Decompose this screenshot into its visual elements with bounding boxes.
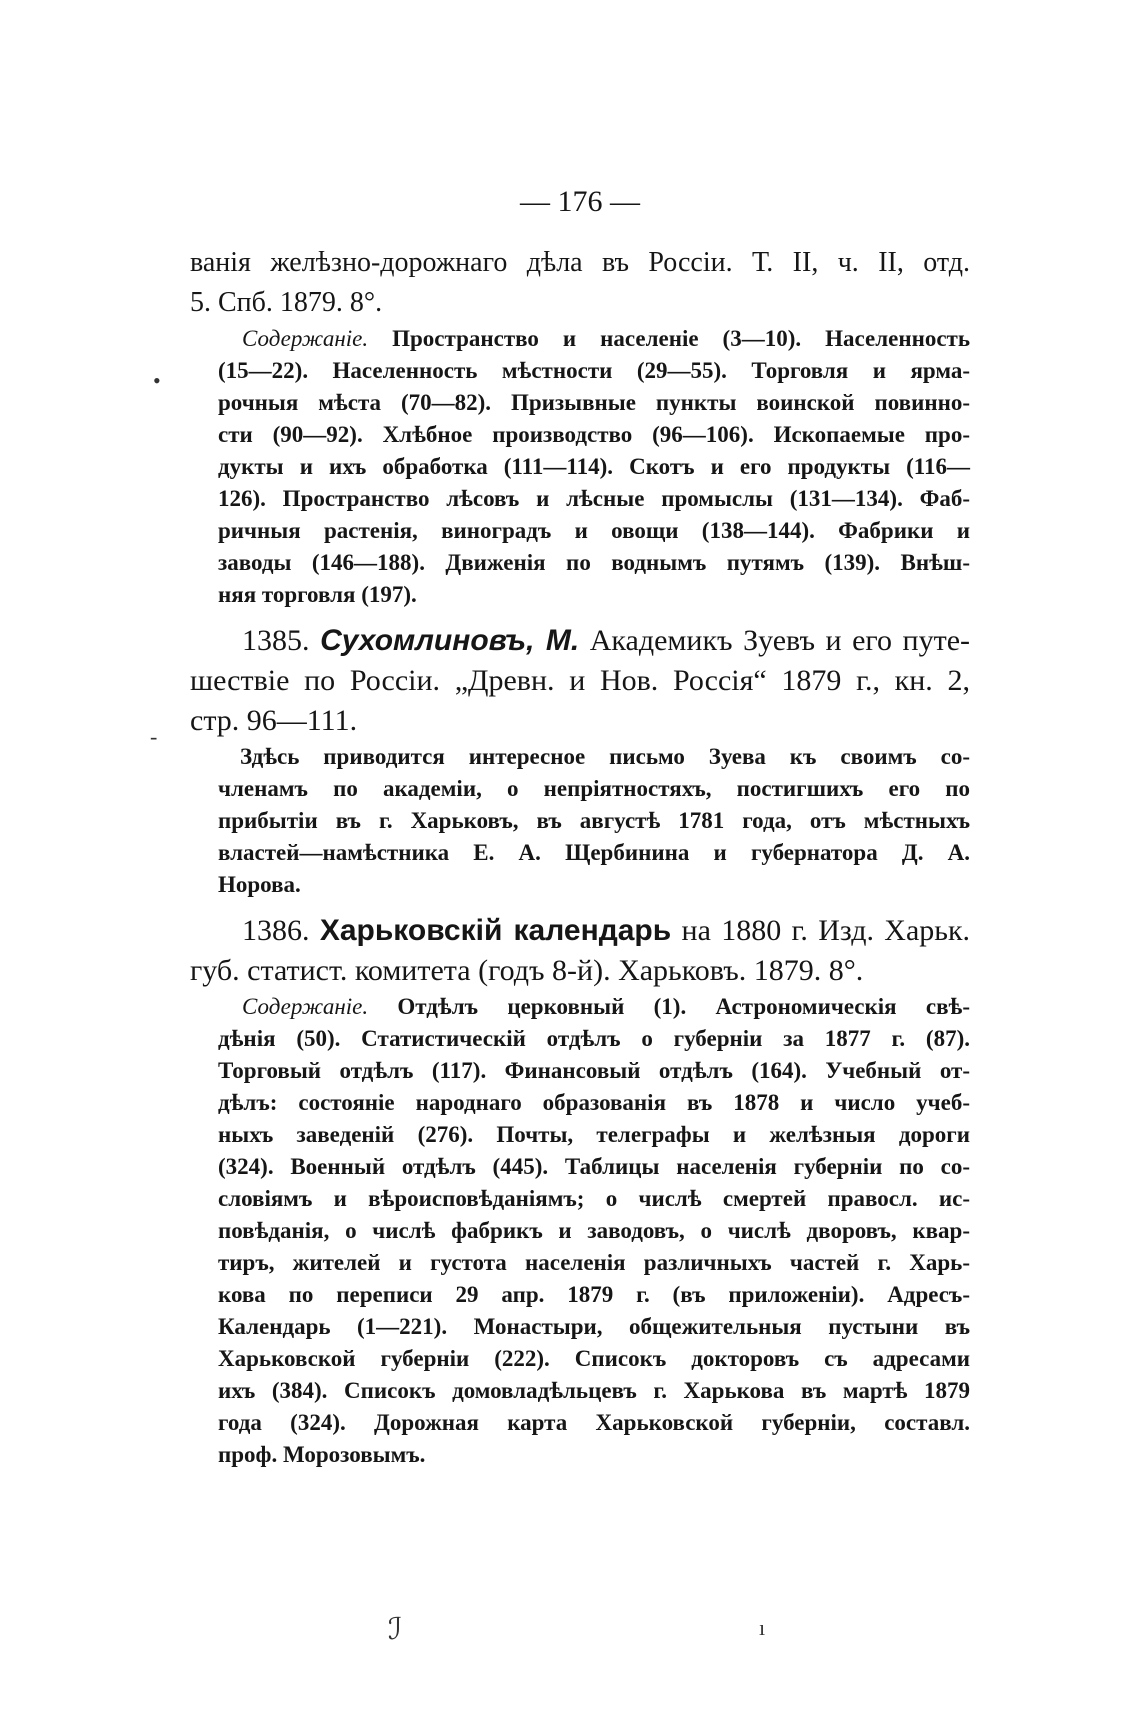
contents-line: дѣнія (50). Статистическій отдѣлъ о губерніи за 1877 г. (87). [218,1026,970,1051]
contents-line: Харьковской губерніи (222). Списокъ докторовъ съ адресами [218,1346,970,1371]
intro-line-2: 5. Спб. 1879. 8°. [190,287,383,318]
contents-line: сти (90—92). Хлѣбное производство (96—106). Ископаемые про- [218,422,970,447]
scan-mark: • [153,368,161,393]
contents-line: Торговый отдѣлъ (117). Финансовый отдѣлъ (164). Учебный от- [218,1058,970,1083]
contents-text: Пространство и населеніе (3—10). Населенность [392,326,970,351]
contents-line: рочныя мѣста (70—82). Призывные пункты воинской повинно- [218,390,970,415]
scan-mark: ı [759,1615,766,1640]
scan-mark: - [150,724,158,749]
entry-title: на 1880 г. Изд. Харьк. [681,914,971,947]
intro-contents-first-line [190,323,970,355]
page [190,185,970,1471]
note-line: Норова. [218,872,301,897]
entry-line: стр. 96—111. [190,704,358,737]
intro-line-1: ванія желѣзно-дорожнаго дѣла въ Россіи. Т. II, ч. II, отд. [190,247,970,278]
contents-line: (324). Военный отдѣлъ (445). Таблицы населенія губерніи по со- [218,1154,970,1179]
contents-line: ныхъ заведеній (276). Почты, телеграфы и желѣзныя дороги [218,1122,970,1147]
note-line: членамъ по академіи, о непріятностяхъ, постигшихъ его по [218,776,970,801]
entry-number: 1385. [242,624,310,657]
contents-line: дукты и ихъ обработка (111—114). Скотъ и его продукты (116— [218,454,970,479]
contents-line: 126). Пространство лѣсовъ и лѣсные промыслы (131—134). Фаб- [218,486,970,511]
contents-line: проф. Морозовымъ. [218,1442,426,1467]
contents-line: ихъ (384). Списокъ домовладѣльцевъ г. Харькова въ мартѣ 1879 [218,1378,970,1403]
contents-line: словіямъ и вѣроисповѣданіямъ; о числѣ смертей правосл. ис- [218,1186,970,1211]
contents-line: дѣлъ: состояніе народнаго образованія въ 1878 и число учеб- [218,1090,970,1115]
entry-title: Академикъ Зуевъ и его путе- [589,624,971,657]
contents-line: ричныя растенія, виноградъ и овощи (138—144). Фабрики и [218,518,970,543]
contents-text: Отдѣлъ церковный (1). Астрономическія свѣ- [397,994,970,1019]
entry-1385-heading [190,621,970,661]
contents-label: Содержаніе. [242,326,369,351]
entry-number: 1386. [242,914,310,947]
contents-line: Календарь (1—221). Монастыри, общежительныя пустыни въ [218,1314,970,1339]
note-line: властей—намѣстника Е. А. Щербинина и губернатора Д. А. [218,840,970,865]
entry-title-bold: Харьковскій календарь [319,914,672,947]
entry-author: Сухомлиновъ, М. [320,624,580,657]
note-line: прибытіи въ г. Харьковъ, въ августѣ 1781 года, отъ мѣстныхъ [218,808,970,833]
note-line: Здѣсь приводится интересное письмо Зуева къ своимъ со- [240,744,970,769]
contents-line: (15—22). Населенность мѣстности (29—55). Торговля и ярма- [218,358,970,383]
contents-line: года (324). Дорожная карта Харьковской губерніи, составл. [218,1410,970,1435]
contents-line: няя торговля (197). [218,582,417,607]
page-number: — 176 — [520,185,640,218]
scan-mark: ℐ [388,1613,403,1646]
contents-line: повѣданія, о числѣ фабрикъ и заводовъ, о числѣ дворовъ, квар- [218,1218,970,1243]
contents-first-line [190,991,970,1023]
contents-label: Содержаніе. [242,994,369,1019]
contents-line: кова по переписи 29 апр. 1879 г. (въ приложеніи). Адресъ- [218,1282,970,1307]
contents-line: заводы (146—188). Движенія по воднымъ путямъ (139). Внѣш- [218,550,970,575]
entry-line: шествіе по Россіи. „Древн. и Нов. Россія“ 1879 г., кн. 2, [190,664,970,697]
contents-line: тиръ, жителей и густота населенія различныхъ частей г. Харь- [218,1250,970,1275]
entry-line: губ. статист. комитета (годъ 8-й). Харьковъ. 1879. 8°. [190,954,864,987]
entry-1386-heading [190,911,970,951]
